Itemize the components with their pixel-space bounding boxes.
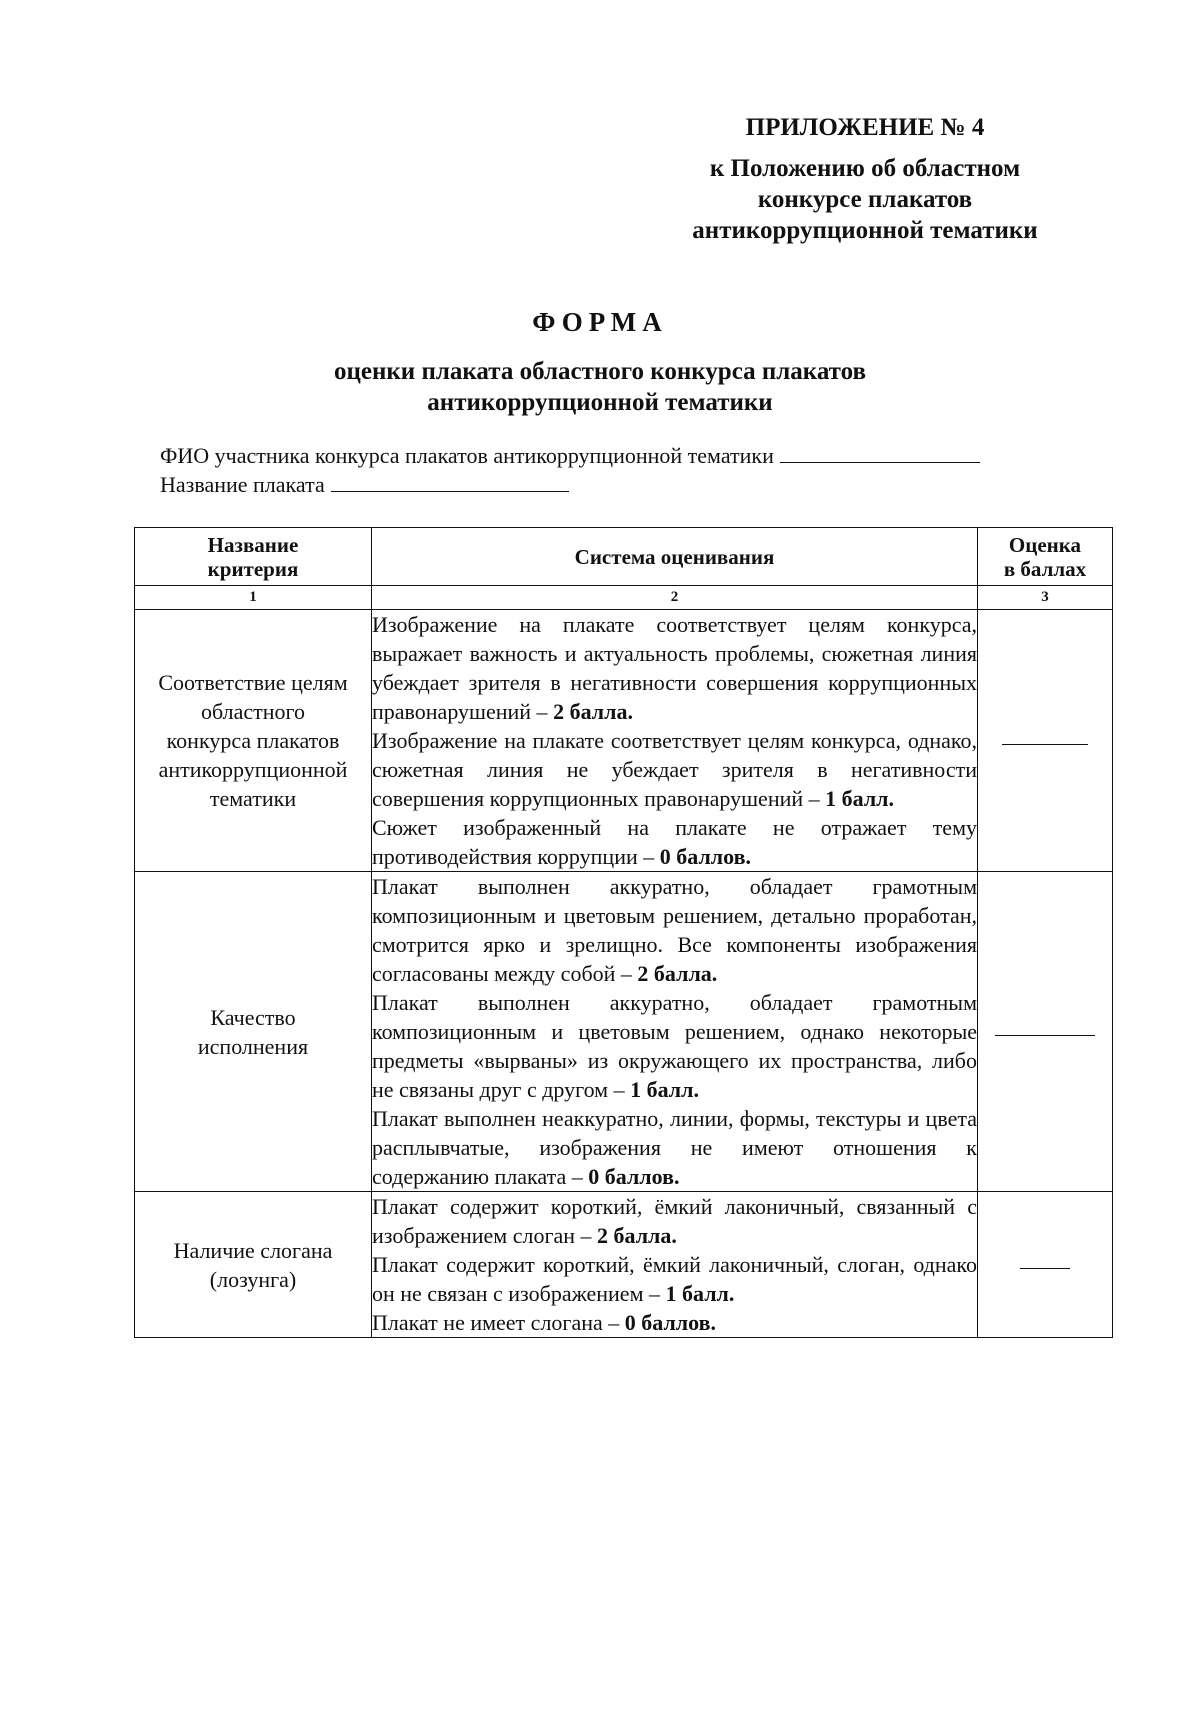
form-fields xyxy=(160,441,980,499)
table-row xyxy=(135,872,1113,1192)
level-text: Плакат выполнен аккуратно, обладает грамотным композиционным и цветовым решением, детально проработан, смотрится ярко и зрелищно. Все компоненты изображения согласованы между собой – xyxy=(372,874,977,986)
level-description xyxy=(372,1192,977,1250)
appendix-line: конкурсе плакатов xyxy=(757,186,973,213)
evaluation-cell xyxy=(372,1192,978,1338)
form-subtitle: антикоррупционной тематики xyxy=(427,389,773,416)
appendix-title: ПРИЛОЖЕНИЕ № 4 xyxy=(745,114,985,141)
header-criterion xyxy=(135,528,372,586)
column-number: 1 xyxy=(135,586,372,610)
level-points: 2 балла. xyxy=(553,699,633,724)
appendix-header xyxy=(650,112,1080,246)
column-number: 3 xyxy=(978,586,1113,610)
level-description xyxy=(372,726,977,813)
form-heading xyxy=(0,307,1200,418)
level-text: Сюжет изображенный на плакате не отражает тему противодействия коррупции – xyxy=(372,815,977,869)
form-title: ФОРМА xyxy=(532,307,668,337)
score-blank-line[interactable] xyxy=(995,1034,1095,1036)
level-description xyxy=(372,988,977,1104)
level-points: 0 баллов. xyxy=(624,1310,716,1335)
header-text: критерия xyxy=(207,556,299,581)
criterion-text: исполнения xyxy=(197,1033,309,1059)
appendix-line: антикоррупционной тематики xyxy=(692,217,1038,244)
criterion-cell xyxy=(135,872,372,1192)
level-text: Плакат не имеет слогана – xyxy=(372,1310,625,1335)
poster-blank-line[interactable] xyxy=(331,471,569,492)
table-row xyxy=(135,1192,1113,1338)
criterion-text: областного xyxy=(200,699,306,724)
level-description xyxy=(372,610,977,726)
header-score xyxy=(978,528,1113,586)
score-cell xyxy=(978,1192,1113,1338)
evaluation-cell xyxy=(372,872,978,1192)
level-description xyxy=(372,1308,977,1337)
header-text: в баллах xyxy=(1003,556,1087,581)
appendix-line: к Положению об областном xyxy=(709,155,1021,182)
table-header-row xyxy=(135,528,1113,586)
criterion-text: антикоррупционной xyxy=(158,757,348,782)
header-system xyxy=(372,528,978,586)
score-cell xyxy=(978,610,1113,872)
criterion-text: Качество xyxy=(210,1004,296,1030)
level-text: Изображение на плакате соответствует целям конкурса, выражает важность и актуальность проблемы, сюжетная линия убеждает зрителя в негативности совершения коррупционных правонарушений – xyxy=(372,612,977,724)
column-number-row xyxy=(135,586,1113,610)
form-subtitle: оценки плаката областного конкурса плакатов xyxy=(334,358,866,385)
participant-label: ФИО участника конкурса плакатов антикоррупционной тематики xyxy=(160,443,774,468)
level-description xyxy=(372,813,977,871)
level-points: 2 балла. xyxy=(597,1223,677,1248)
level-points: 2 балла. xyxy=(637,961,718,986)
header-text: Название xyxy=(207,532,299,557)
participant-blank-line[interactable] xyxy=(780,442,980,463)
evaluation-cell xyxy=(372,610,978,872)
level-points: 0 баллов. xyxy=(588,1164,680,1189)
poster-label: Название плаката xyxy=(160,472,325,497)
column-number: 2 xyxy=(372,586,978,610)
criterion-text: (лозунга) xyxy=(209,1266,297,1292)
level-points: 1 балл. xyxy=(665,1281,735,1306)
level-points: 0 баллов. xyxy=(659,844,751,869)
criterion-text: Наличие слогана xyxy=(173,1237,333,1263)
level-description xyxy=(372,1104,977,1191)
score-cell xyxy=(978,872,1113,1192)
poster-field xyxy=(160,470,980,499)
level-text: Плакат содержит короткий, ёмкий лаконичный, связанный с изображением слоган – xyxy=(372,1194,977,1248)
level-text: Плакат содержит короткий, ёмкий лаконичный, слоган, однако он не связан с изображением – xyxy=(372,1252,977,1306)
level-description xyxy=(372,872,977,988)
criterion-cell xyxy=(135,610,372,872)
evaluation-table xyxy=(134,527,1113,1338)
score-blank-line[interactable] xyxy=(1020,1267,1070,1269)
table-row xyxy=(135,610,1113,872)
criterion-cell xyxy=(135,1192,372,1338)
level-text: Плакат выполнен неаккуратно, линии, формы, текстуры и цвета расплывчатые, изображения не имеют отношения к содержанию плаката – xyxy=(372,1106,977,1189)
criterion-text: конкурса плакатов xyxy=(166,728,340,753)
level-points: 1 балл. xyxy=(630,1077,699,1102)
criterion-text: тематики xyxy=(209,786,297,811)
criterion-text: Соответствие целям xyxy=(158,670,348,695)
score-blank-line[interactable] xyxy=(1002,743,1088,745)
header-text: Оценка xyxy=(1008,532,1082,557)
level-text: Изображение на плакате соответствует целям конкурса, однако, сюжетная линия не убеждает зрителя в негативности совершения коррупционных правонарушений – xyxy=(372,728,977,811)
participant-field xyxy=(160,441,980,470)
level-points: 1 балл. xyxy=(825,786,895,811)
header-text: Система оценивания xyxy=(574,544,775,569)
level-text: Плакат выполнен аккуратно, обладает грамотным композиционным и цветовым решением, однако некоторые предметы «вырваны» из окружающего их пространства, либо не связаны друг с другом – xyxy=(372,990,977,1102)
level-description xyxy=(372,1250,977,1308)
